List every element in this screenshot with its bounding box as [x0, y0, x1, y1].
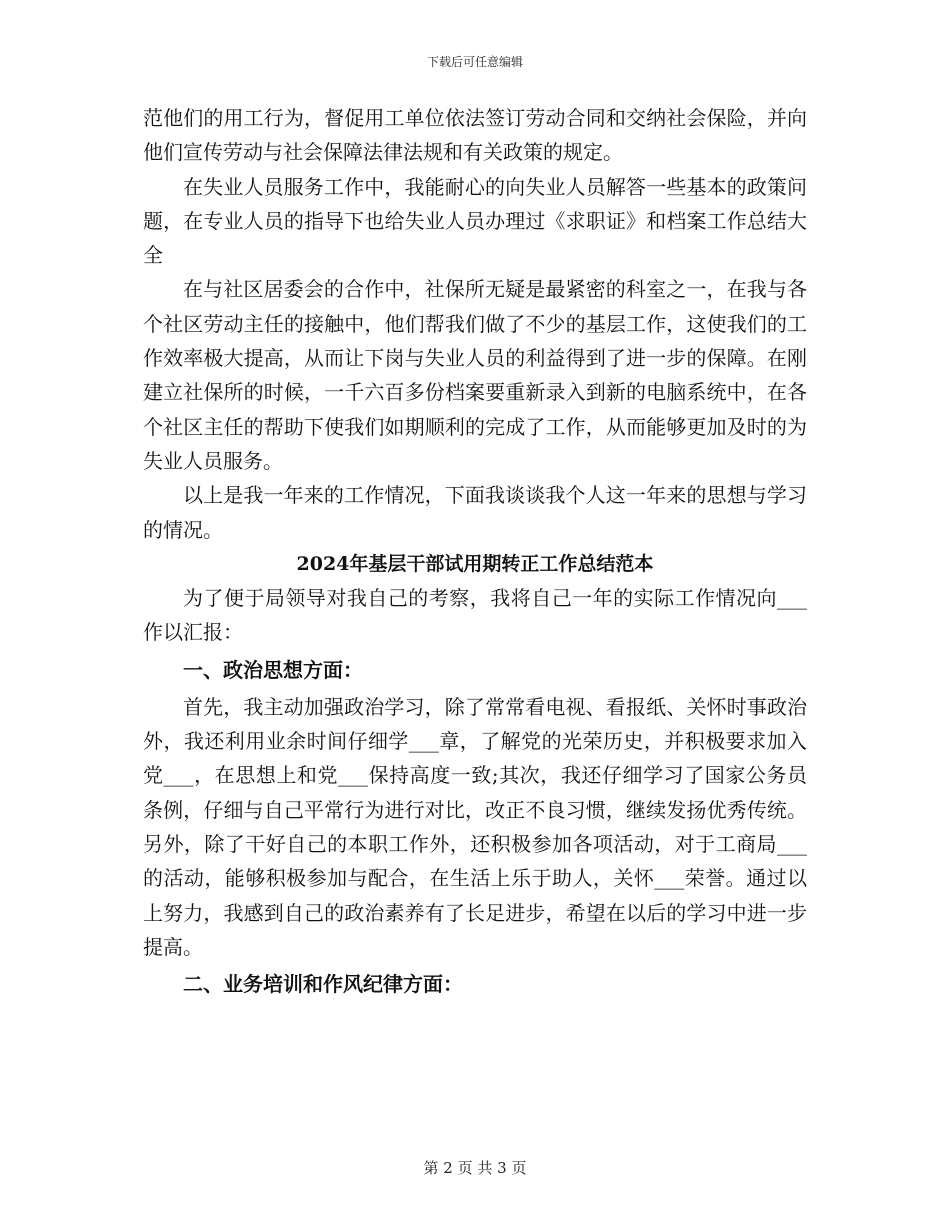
- page-number: 第 2 页 共 3 页: [423, 1159, 527, 1177]
- paragraph-continuation: 范他们的用工行为，督促用工单位依法签订劳动合同和交纳社会保险，并向他们宣传劳动与社会保障法律法规和有关政策的规定。: [143, 106, 807, 165]
- paragraph-unemployment-service: 在失业人员服务工作中，我能耐心的向失业人员解答一些基本的政策问题，在专业人员的指导下也给失业人员办理过《求职证》和档案工作总结大全: [143, 174, 807, 268]
- paragraph-community-cooperation: 在与社区居委会的合作中，社保所无疑是最紧密的科室之一，在我与各个社区劳动主任的接触中，他们帮我们做了不少的基层工作，这使我们的工作效率极大提高，从而让下岗与失业人员的利益得到了进一步的保障。在刚建立社保所的时候，一千六百多份档案要重新录入到新的电脑系统中，在各个社区主任的帮助下使我们如期顺利的完成了工作，从而能够更加及时的为失业人员服务。: [143, 277, 807, 473]
- paragraph-summary: 以上是我一年来的工作情况，下面我谈谈我个人这一年来的思想与学习的情况。: [143, 483, 807, 542]
- page-header-note: 下载后可任意编辑: [426, 55, 523, 69]
- section-heading-politics: 一、政治思想方面：: [183, 657, 363, 682]
- paragraph-intro: 为了便于局领导对我自己的考察，我将自己一年的实际工作情况向___作以汇报：: [143, 586, 807, 645]
- paragraph-politics: 首先，我主动加强政治学习，除了常常看电视、看报纸、关怀时事政治外，我还利用业余时间仔细学___章，了解党的光荣历史，并积极要求加入党___，在思想上和党___保持高度一致;其次，我还仔细学习了国家公务员条例，仔细与自己平常行为进行对比，改正不良习惯，继续发扬优秀传统。另外，除了干好自己的本职工作外，还积极参加各项活动，对于工商局___的活动，能够积极参加与配合，在生活上乐于助人，关怀___荣誉。通过以上努力，我感到自己的政治素养有了长足进步，希望在以后的学习中进一步提高。: [143, 694, 807, 959]
- section-heading-training: 二、业务培训和作风纪律方面：: [183, 972, 463, 997]
- document-title: 2024年基层干部试用期转正工作总结范本: [296, 552, 654, 575]
- document-body: [143, 101, 807, 1004]
